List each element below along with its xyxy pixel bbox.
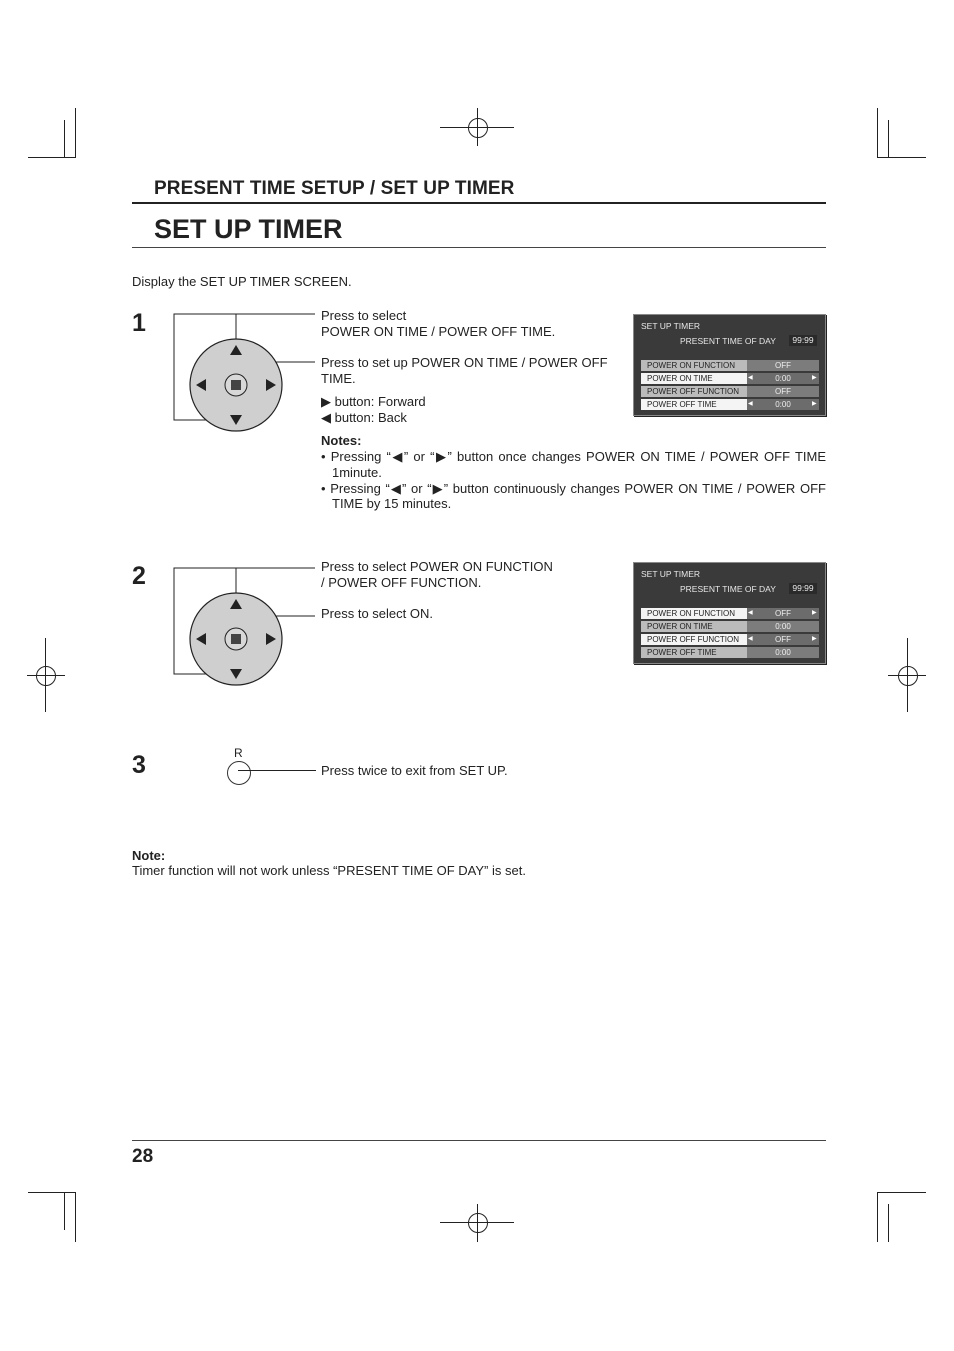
step-2-number: 2 bbox=[132, 562, 146, 590]
osd-row-value: OFF bbox=[747, 608, 819, 619]
osd-row-label: POWER OFF TIME bbox=[641, 399, 747, 410]
osd-title: SET UP TIMER bbox=[641, 321, 701, 331]
step-3-text: Press twice to exit from SET UP. bbox=[321, 763, 508, 778]
step-2-on-line: Press to select ON. bbox=[321, 606, 433, 621]
osd-present-time-value: 99:99 bbox=[789, 583, 817, 594]
osd-row-power-off-time bbox=[641, 647, 819, 658]
step-1-select-line2: POWER ON TIME / POWER OFF TIME. bbox=[321, 324, 556, 339]
right-arrow-icon: ▶ bbox=[812, 610, 817, 616]
osd-row-value: 0:00 bbox=[747, 621, 819, 632]
left-arrow-icon: ◀ bbox=[748, 375, 753, 381]
osd-set-up-timer-1 bbox=[633, 314, 826, 416]
footer-note-heading: Note: bbox=[132, 848, 166, 863]
osd-row-label: POWER ON FUNCTION bbox=[641, 608, 747, 619]
return-button-icon bbox=[227, 761, 251, 785]
osd-set-up-timer-2 bbox=[633, 562, 826, 664]
osd-row-value: OFF bbox=[747, 386, 819, 397]
footer-note-text: Timer function will not work unless “PRESENT TIME OF DAY” is set. bbox=[132, 863, 526, 878]
forward-button-text: ▶ button: Forward bbox=[321, 394, 426, 409]
step-2-select-line2: / POWER OFF FUNCTION. bbox=[321, 575, 482, 590]
remote-cursor-pad-2 bbox=[188, 591, 284, 687]
note-1-line2: 1minute. bbox=[332, 465, 382, 480]
osd-title: SET UP TIMER bbox=[641, 569, 701, 579]
page-number: 28 bbox=[132, 1146, 154, 1167]
osd-present-time-label: PRESENT TIME OF DAY bbox=[680, 336, 776, 346]
note-2-line2: TIME by 15 minutes. bbox=[332, 496, 452, 511]
right-arrow-icon: ▶ bbox=[812, 636, 817, 642]
back-button-text: ◀ button: Back bbox=[321, 410, 407, 425]
osd-row-label: POWER ON FUNCTION bbox=[641, 360, 747, 371]
left-arrow-icon: ◀ bbox=[748, 636, 753, 642]
osd-row-power-off-function bbox=[641, 634, 819, 645]
osd-row-label: POWER ON TIME bbox=[641, 621, 747, 632]
osd-present-time-value: 99:99 bbox=[789, 335, 817, 346]
notes-heading: Notes: bbox=[321, 433, 362, 448]
osd-row-label: POWER OFF TIME bbox=[641, 647, 747, 658]
right-arrow-icon: ▶ bbox=[812, 375, 817, 381]
remote-cursor-pad-1 bbox=[188, 337, 284, 433]
return-button-label: R bbox=[234, 746, 243, 760]
osd-row-label: POWER OFF FUNCTION bbox=[641, 386, 747, 397]
osd-row-power-on-function bbox=[641, 360, 819, 371]
page-title: SET UP TIMER bbox=[154, 214, 343, 244]
osd-row-value: OFF bbox=[747, 634, 819, 645]
osd-row-power-off-function bbox=[641, 386, 819, 397]
osd-present-time-label: PRESENT TIME OF DAY bbox=[680, 584, 776, 594]
title-rule bbox=[132, 247, 826, 248]
section-title: PRESENT TIME SETUP / SET UP TIMER bbox=[154, 178, 515, 199]
left-arrow-icon: ◀ bbox=[748, 401, 753, 407]
step-3-callout-line bbox=[238, 770, 316, 771]
osd-row-value: OFF bbox=[747, 360, 819, 371]
osd-row-power-on-function bbox=[641, 608, 819, 619]
step-1-select-line1: Press to select bbox=[321, 308, 407, 323]
footer-rule bbox=[132, 1140, 826, 1141]
step-3-number: 3 bbox=[132, 751, 146, 779]
step-1-number: 1 bbox=[132, 309, 146, 337]
right-arrow-icon: ▶ bbox=[812, 401, 817, 407]
osd-row-value: 0:00 bbox=[747, 647, 819, 658]
step-1-setup-line2: TIME. bbox=[321, 371, 356, 386]
header-rule bbox=[132, 202, 826, 204]
osd-row-value: 0:00 bbox=[747, 373, 819, 384]
note-1-line1: • Pressing “◀” or “▶” button once changes POWER ON TIME / POWER OFF TIME bbox=[321, 449, 826, 464]
osd-row-power-on-time bbox=[641, 373, 819, 384]
osd-row-label: POWER OFF FUNCTION bbox=[641, 634, 747, 645]
step-2-select-line1: Press to select POWER ON FUNCTION bbox=[321, 559, 553, 574]
left-arrow-icon: ◀ bbox=[748, 610, 753, 616]
osd-row-power-off-time bbox=[641, 399, 819, 410]
intro-text: Display the SET UP TIMER SCREEN. bbox=[132, 274, 352, 289]
osd-row-power-on-time bbox=[641, 621, 819, 632]
step-1-setup-line1: Press to set up POWER ON TIME / POWER OFF bbox=[321, 355, 608, 370]
note-2-line1: • Pressing “◀” or “▶” button continuously changes POWER ON TIME / POWER OFF bbox=[321, 481, 826, 496]
osd-row-value: 0:00 bbox=[747, 399, 819, 410]
osd-row-label: POWER ON TIME bbox=[641, 373, 747, 384]
